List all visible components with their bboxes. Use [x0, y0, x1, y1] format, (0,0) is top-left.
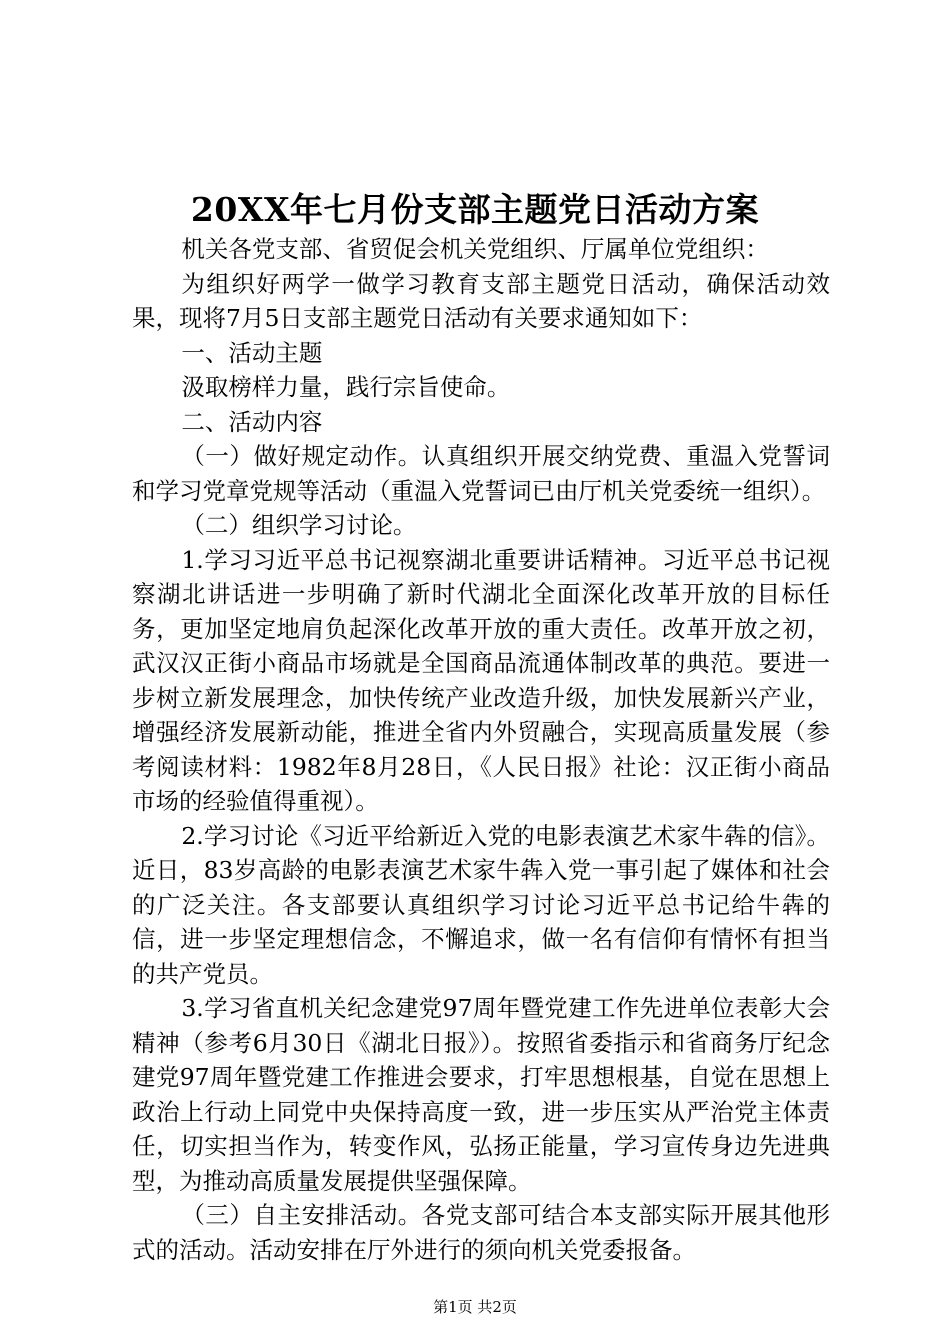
paragraph-study-2: 2.学习讨论《习近平给新近入党的电影表演艺术家牛犇的信》。近日，83岁高龄的电影表演艺术家牛犇入党一事引起了媒体和社会的广泛关注。各支部要认真组织学习讨论习近平总书记给牛犇的信，进一步坚定理想信念，不懈追求，做一名有信仰有情怀有担当的共产党员。	[132, 821, 830, 988]
document-title: 20XX年七月份支部主题党日活动方案	[190, 190, 760, 229]
paragraph-salutation: 机关各党支部、省贸促会机关党组织、厅属单位党组织：	[181, 235, 769, 263]
document-body	[132, 232, 830, 1267]
paragraph-intro: 为组织好两学一做学习教育支部主题党日活动，确保活动效果，现将7月5日支部主题党日活动有关要求通知如下：	[132, 269, 830, 332]
paragraph-theme: 汲取榜样力量，践行宗旨使命。	[181, 373, 511, 401]
paragraph-study-3: 3.学习省直机关纪念建党97周年暨党建工作先进单位表彰大会精神（参考6月30日《湖北日报》）。按照省委指示和省商务厅纪念建党97周年暨党建工作推进会要求，打牢思想根基，自觉在思想上政治上行动上同党中央保持高度一致，进一步压实从严治党主体责任，切实担当作为，转变作风，弘扬正能量，学习宣传身边先进典型，为推动高质量发展提供坚强保障。	[132, 994, 830, 1195]
paragraph-content-1: （一）做好规定动作。认真组织开展交纳党费、重温入党誓词和学习党章党规等活动（重温入党誓词已由厅机关党委统一组织）。	[132, 442, 830, 505]
heading-activity-content: 二、活动内容	[181, 407, 323, 436]
paragraph-content-3: （三）自主安排活动。各党支部可结合本支部实际开展其他形式的活动。活动安排在厅外进行的须向机关党委报备。	[132, 1201, 830, 1264]
page-footer: 第1页 共2页	[433, 1298, 517, 1316]
paragraph-study-1: 1.学习习近平总书记视察湖北重要讲话精神。习近平总书记视察湖北讲话进一步明确了新时代湖北全面深化改革开放的目标任务，更加坚定地肩负起深化改革开放的重大责任。改革开放之初，武汉汉正街小商品市场就是全国商品流通体制改革的典范。要进一步树立新发展理念，加快传统产业改造升级，加快发展新兴产业，增强经济发展新动能，推进全省内外贸融合，实现高质量发展（参考阅读材料：1982年8月28日，《人民日报》社论：汉正街小商品市场的经验值得重视）。	[132, 545, 830, 815]
paragraph-content-2: （二）组织学习讨论。	[181, 511, 417, 539]
heading-activity-theme: 一、活动主题	[181, 338, 323, 367]
